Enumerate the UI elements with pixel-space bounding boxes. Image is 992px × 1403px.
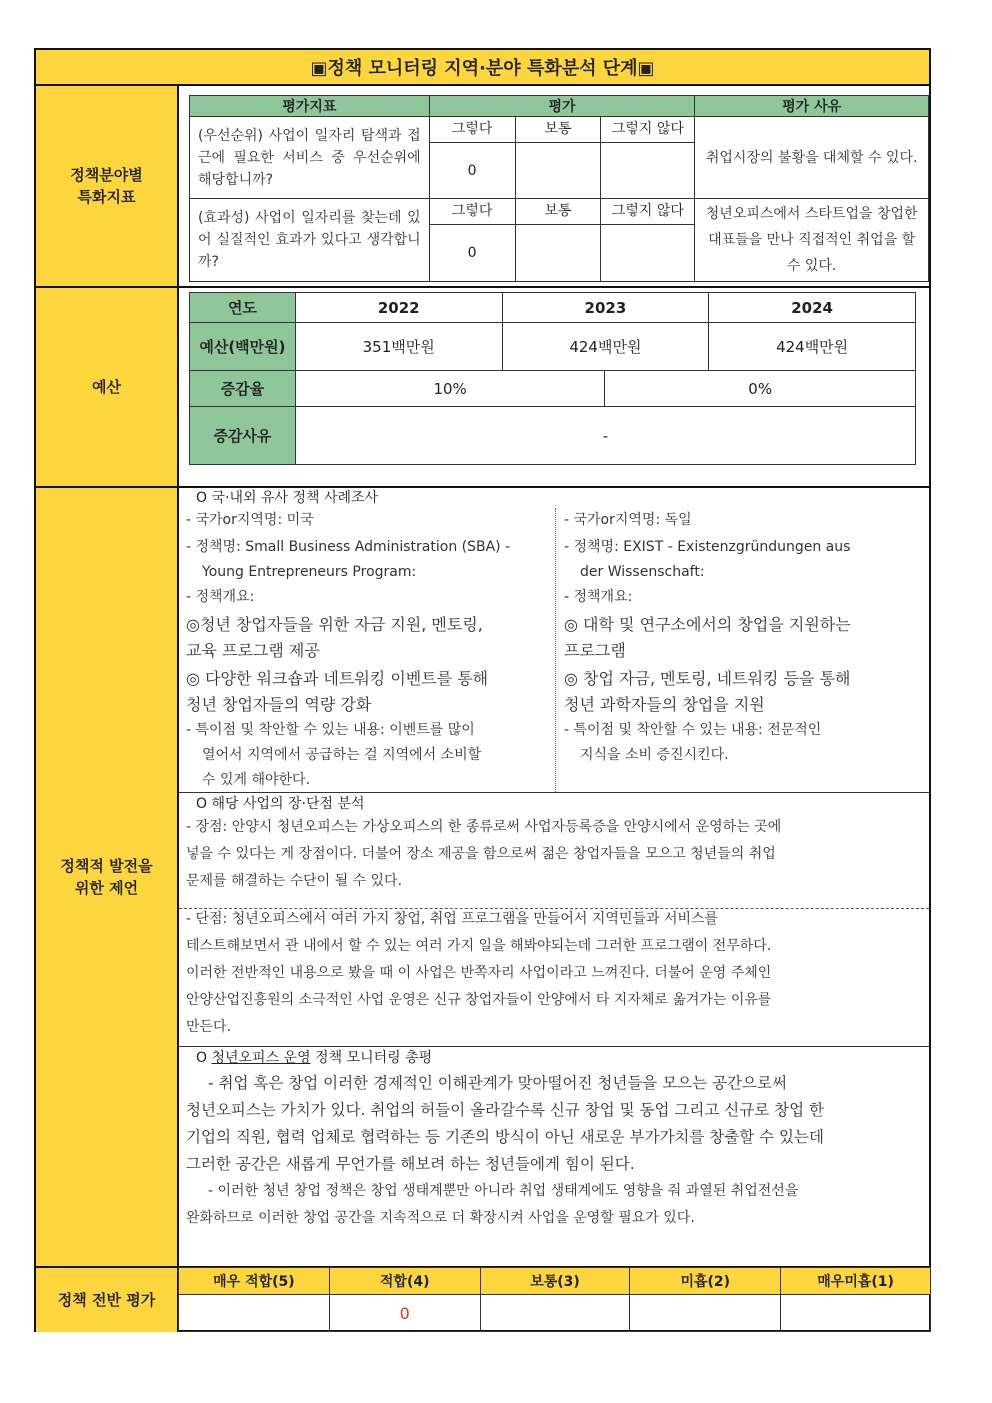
pro-line-2: 넣을 수 있다는 게 장점이다. 더불어 장소 제공을 함으로써 젊은 창업자들을 모으고 청년들의 취업 [186,846,776,862]
section-label-specialized: 정책분야별 특화지표 [36,86,177,286]
case-right-note-b: 지식을 소비 증진시킨다. [580,747,729,763]
question-priority: (우선순위) 사업이 일자리 탐색과 접근에 필요한 서비스 중 우선순위에 해당합니까? [190,117,430,199]
pro-line-3: 문제를 해결하는 수단이 될 수 있다. [186,873,403,889]
case-left-overview: - 정책개요: [186,589,255,605]
year-2024: 2024 [709,293,916,323]
header-indicator: 평가지표 [190,96,430,117]
case-right-point2b: 청년 과학자들의 창업을 지원 [564,695,765,714]
overall-mark-1 [781,1295,931,1332]
case-left-policy-cont: Young Entrepreneurs Program: [202,564,417,580]
summary-text [186,1070,931,1232]
mark-effectiveness-yes: 0 [429,225,515,282]
overall-mark-3 [480,1295,630,1332]
overall-option-3: 보통(3) [480,1268,630,1295]
option-no: 그렇지 않다 [601,199,695,225]
case-left-point2a: ◎ 다양한 워크숍과 네트워킹 이벤트를 통해 [186,669,489,688]
question-effectiveness: (효과성) 사업이 일자리를 찾는데 있어 실질적인 효과가 있다고 생각합니까? [190,199,430,282]
mark-effectiveness-no [601,225,695,282]
case-right-overview: - 정책개요: [564,589,633,605]
case-right-point1b: 프로그램 [564,641,626,660]
budget-2023: 424백만원 [502,323,709,371]
summary-heading-underlined: 청년오피스 운영 [211,1050,311,1066]
cases-divider [555,508,556,792]
overall-option-1: 매우미흡(1) [781,1268,931,1295]
case-left-note-a: - 특이점 및 착안할 수 있는 내용: 이벤트를 많이 [186,722,475,738]
summary-p1-3: 기업의 직원, 협력 업체로 협력하는 등 기존의 방식이 아닌 새로운 부가가치를 창출할 수 있는데 [186,1128,824,1146]
year-label: 연도 [190,293,296,323]
overall-mark-5 [179,1295,330,1332]
change-rate-2: 0% [605,371,916,407]
change-rate-label: 증감율 [190,371,296,407]
mark-priority-yes: 0 [429,143,515,199]
case-left-note-c: 수 있게 해야한다. [202,772,311,788]
section-label-proposal: 정책적 발전을 위한 제언 [36,488,177,1266]
case-right-point1a: ◎ 대학 및 연구소에서의 창업을 지원하는 [564,615,851,634]
overall-eval-table [178,1267,931,1332]
overall-option-5: 매우 적합(5) [179,1268,330,1295]
page-title: ▣정책 모니터링 지역·분야 특화분석 단계▣ [36,50,929,84]
reason-priority: 취업시장의 불황을 대체할 수 있다. [695,117,929,199]
mark-effectiveness-neutral [515,225,601,282]
change-reason-label: 증감사유 [190,407,296,465]
budget-2022: 351백만원 [295,323,502,371]
reason-effectiveness: 청년오피스에서 스타트업을 창업한 대표들을 만나 직접적인 취업을 할 수 있다. [695,199,929,282]
proscons-heading: O 해당 사업의 장·단점 분석 [196,796,365,812]
budget-2024: 424백만원 [709,323,916,371]
option-neutral: 보통 [515,117,601,143]
summary-p2-2: 완화하므로 이러한 창업 공간을 지속적으로 더 확장시켜 사업을 운영할 필요가 있다. [186,1210,695,1226]
overall-option-4: 적합(4) [329,1268,480,1295]
option-yes: 그렇다 [429,199,515,225]
policy-monitoring-form [34,48,931,1332]
cases-heading: O 국·내외 유사 정책 사례조사 [196,490,379,506]
summary-p1-4: 그러한 공간은 새롭게 무언가를 해보려 하는 청년들에게 힘이 된다. [186,1155,635,1173]
header-reason: 평가 사유 [695,96,929,117]
con-line-1: - 단점: 청년오피스에서 여러 가지 창업, 취업 프로그램을 만들어서 지역민들과 서비스를 [186,911,719,927]
change-rate-1: 10% [295,371,605,407]
budget-table [189,292,916,465]
case-left-country: - 국가or지역명: 미국 [186,512,314,528]
year-2023: 2023 [502,293,709,323]
option-no: 그렇지 않다 [601,117,695,143]
case-right-policy: - 정책명: EXIST - Existenzgründungen aus [564,539,851,555]
pros-text [186,814,926,895]
option-yes: 그렇다 [429,117,515,143]
summary-p1-1: - 취업 혹은 창업 이러한 경제적인 이해관계가 맞아떨어진 청년들을 모으는 공간으로써 [208,1074,787,1092]
change-reason: - [295,407,915,465]
option-neutral: 보통 [515,199,601,225]
case-left-point1b: 교육 프로그램 제공 [186,641,320,660]
case-left-point2b: 청년 창업자들의 역량 강화 [186,695,372,714]
summary-heading: O 청년오피스 운영 정책 모니터링 총평 [196,1050,433,1066]
section-label-overall: 정책 전반 평가 [36,1268,177,1332]
summary-p1-2: 청년오피스는 가치가 있다. 취업의 허들이 올라갈수록 신규 창업 및 동업 그리고 신규로 창업 한 [186,1101,824,1119]
case-right-policy-cont: der Wissenschaft: [580,564,705,580]
con-line-3: 이러한 전반적인 내용으로 봤을 때 이 사업은 반쪽자리 사업이라고 느껴진다. 더불어 운영 주체인 [186,965,772,981]
indicator-table [189,95,929,282]
mark-priority-no [601,143,695,199]
con-line-4: 안양산업진흥원의 소극적인 사업 운영은 신규 창업자들이 안양에서 타 지자체로 옮겨가는 이유를 [186,992,772,1008]
section-label-budget: 예산 [36,288,177,486]
overall-option-2: 미흡(2) [630,1268,781,1295]
overall-mark-2 [630,1295,781,1332]
case-right [564,508,924,768]
con-line-5: 만든다. [186,1019,232,1035]
case-left-policy: - 정책명: Small Business Administration (SBA) - [186,539,511,555]
overall-mark-4: 0 [329,1295,480,1332]
pro-line-1: - 장점: 안양시 청년오피스는 가상오피스의 한 종류로써 사업자등록증을 안양시에서 운영하는 곳에 [186,819,782,835]
case-left-note-b: 열어서 지역에서 공급하는 걸 지역에서 소비할 [202,747,482,763]
summary-p2-1: - 이러한 청년 창업 정책은 창업 생태계뿐만 아니라 취업 생태계에도 영향을 줘 과열된 취업전선을 [208,1183,799,1199]
case-right-note-a: - 특이점 및 착안할 수 있는 내용: 전문적인 [564,722,822,738]
case-right-country: - 국가or지역명: 독일 [564,512,692,528]
case-right-point2a: ◎ 창업 자금, 멘토링, 네트워킹 등을 통해 [564,669,851,688]
header-evaluation: 평가 [429,96,695,117]
con-line-2: 테스트해보면서 관 내에서 할 수 있는 여러 가지 일을 해봐야되는데 그러한 프로그램이 전무하다. [186,938,772,954]
cons-text [186,906,926,1041]
case-left [186,508,548,793]
budget-label: 예산(백만원) [190,323,296,371]
case-left-point1a: ◎청년 창업자들을 위한 자금 지원, 멘토링, [186,615,483,634]
mark-priority-neutral [515,143,601,199]
year-2022: 2022 [295,293,502,323]
